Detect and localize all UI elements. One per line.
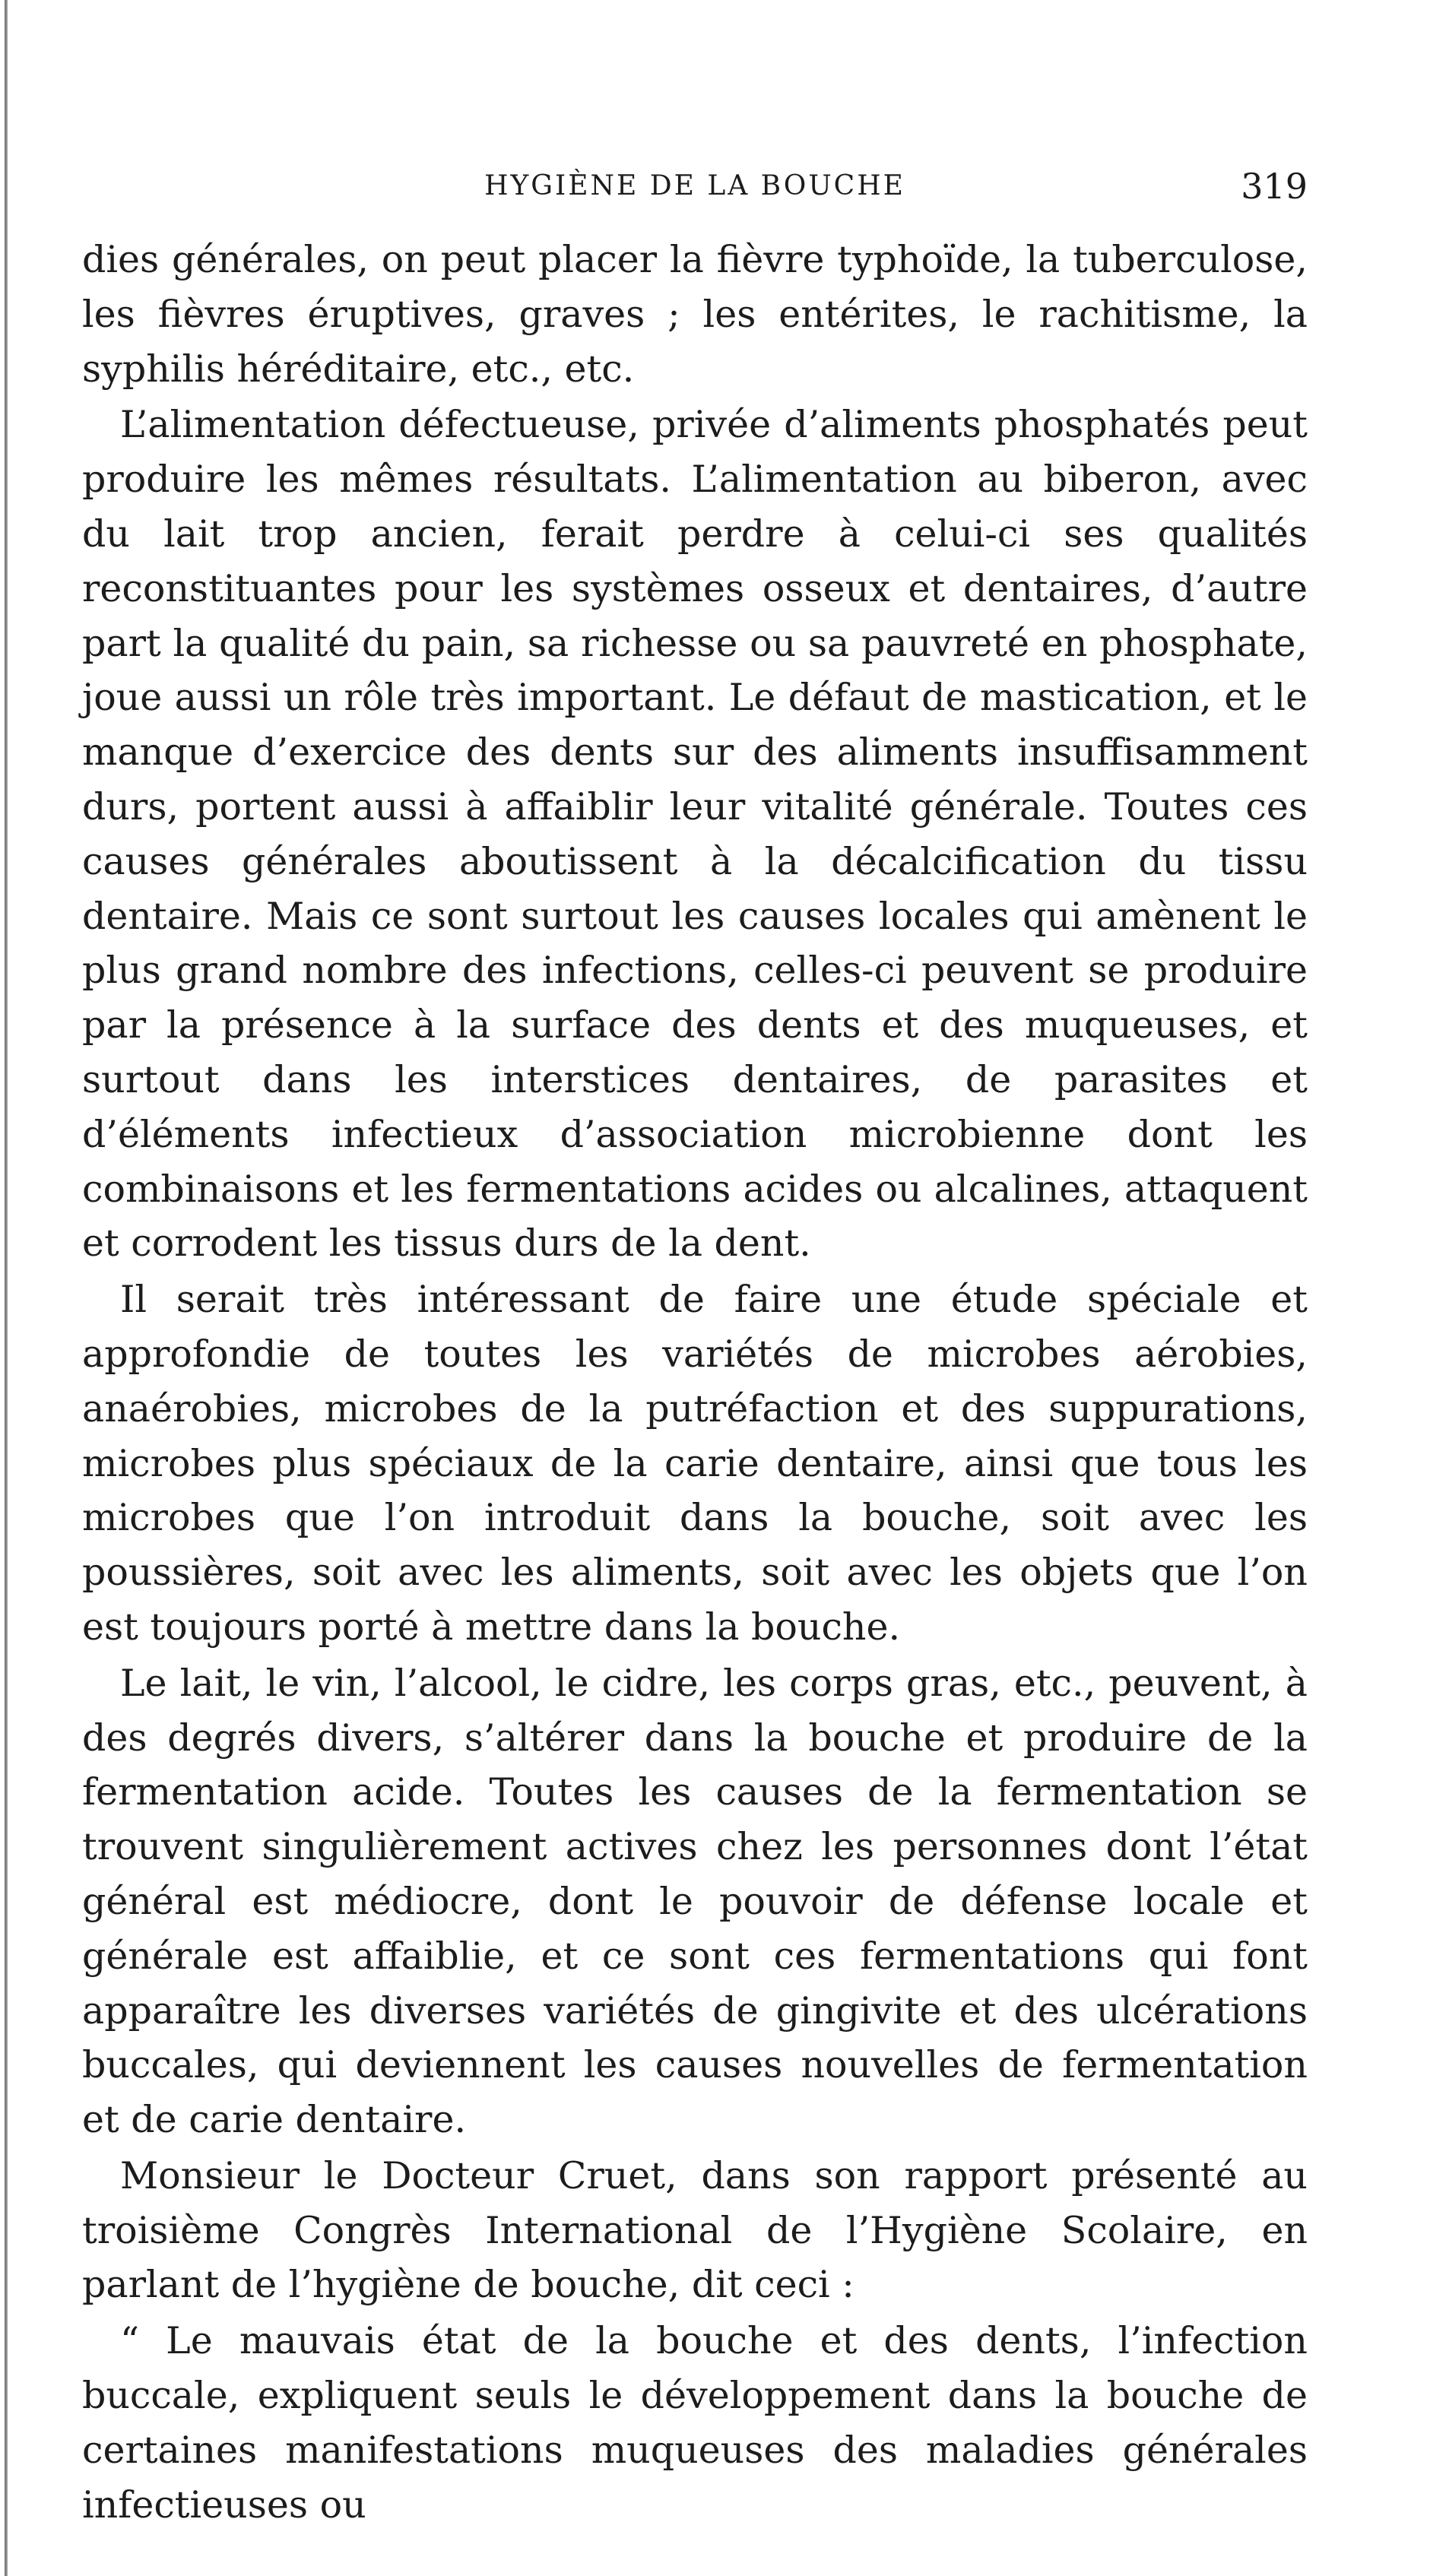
paragraph: Il serait très intéressant de faire une étude spéciale et approfondie de toutes les variétés de microbes aérobies, anaérobies, microbes de la putréfaction et des suppurations, microbes plus spéciaux de la carie dentaire, ainsi que tous les microbes que l’on introduit dans la bouche, soit avec les poussières, soit avec les aliments, soit avec les objets que l’on est toujours porté à mettre dans la bouche. <box>82 1278 1308 1649</box>
paragraph: L’alimentation défectueuse, privée d’aliments phosphatés peut produire les mêmes résultats. L’alimentation au biberon, avec du lait trop ancien, ferait perdre à celui-ci ses qualités reconstituantes pour les systèmes osseux et dentaires, d’autre part la qualité du pain, sa richesse ou sa pauvreté en phosphate, joue aussi un rôle très important. Le défaut de mastication, et le manque d’exercice des dents sur des aliments insuffisamment durs, portent aussi à affaiblir leur vitalité générale. Toutes ces causes générales aboutissent à la décalcification du tissu dentaire. Mais ce sont surtout les causes locales qui amènent le plus grand nombre des infections, celles-ci peuvent se produire par la présence à la surface des dents et des muqueuses, et surtout dans les interstices dentaires, de parasites et d’éléments infectieux d’association microbienne dont les combinaisons et les fermentations acides ou alcalines, attaquent et corrodent les tissus durs de la dent. <box>82 403 1308 1266</box>
paragraph-continued: dies générales, on peut placer la fièvre typhoïde, la tuberculose, les fièvres éruptives, graves ; les entérites, le rachitisme, la syphilis héréditaire, etc., etc. <box>82 238 1308 391</box>
running-title: HYGIÈNE DE LA BOUCHE <box>484 170 905 201</box>
paragraph: Le lait, le vin, l’alcool, le cidre, les corps gras, etc., peuvent, à des degrés divers, s’altérer dans la bouche et produire de la fermentation acide. Toutes les causes de la fermentation se trouvent singulièrement actives chez les personnes dont l’état général est médiocre, dont le pouvoir de défense locale et générale est affaiblie, et ce sont ces fermentations qui font apparaître les diverses variétés de gingivite et des ulcérations buccales, qui deviennent les causes nouvelles de fermentation et de carie dentaire. <box>82 1661 1308 2142</box>
quotation-paragraph: “ Le mauvais état de la bouche et des dents, l’infection buccale, expliquent seuls le développement dans la bouche de certaines manifestations muqueuses des maladies générales infectieuses ou <box>82 2319 1308 2527</box>
body-text <box>82 233 1308 2533</box>
running-head <box>82 166 1308 211</box>
page-number: 319 <box>1241 166 1308 207</box>
page-spine-edge <box>5 0 8 2576</box>
paragraph: Monsieur le Docteur Cruet, dans son rapport présenté au troisième Congrès International de l’Hygiène Scolaire, en parlant de l’hygiène de bouche, dit ceci : <box>82 2153 1308 2307</box>
